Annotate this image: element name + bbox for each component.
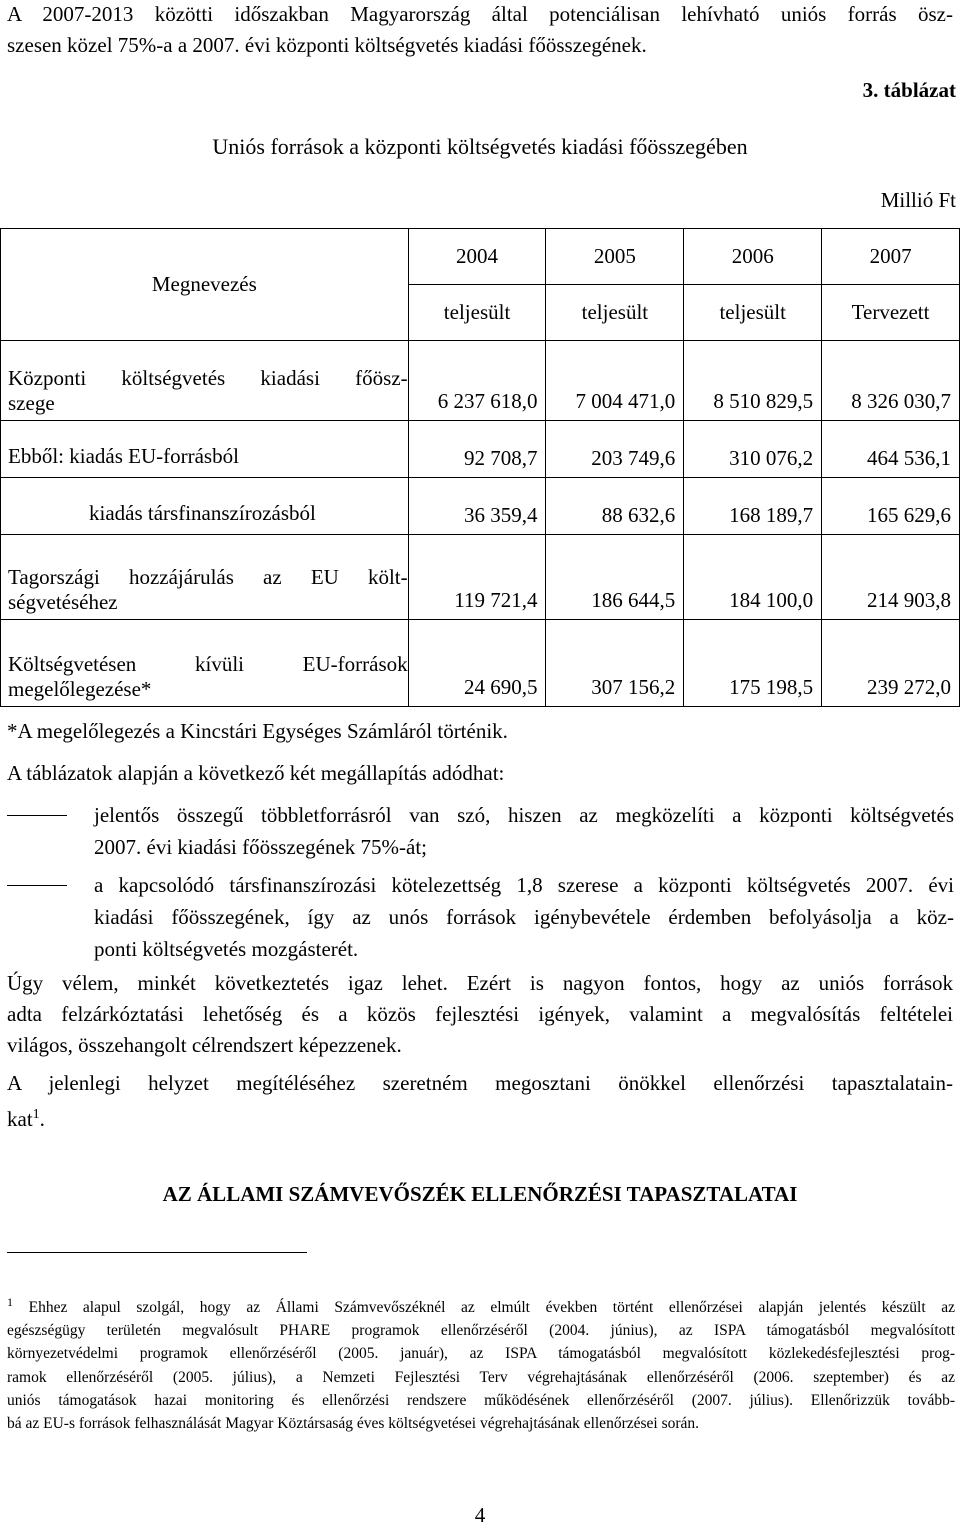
cell-value: 307 156,2 [546, 620, 684, 707]
header-status: teljesült [546, 285, 684, 341]
footnote-line: bá az EU-s források felhasználását Magyar Köztársaság éves költségvetései végrehajtásának ellenőrzései során. [7, 1415, 700, 1433]
cell-value: 88 632,6 [546, 478, 684, 535]
bullet-line: a kapcsolódó társfinanszírozási kötelezettség 1,8 szerese a központi költségvetés 2007. évi [94, 873, 954, 897]
row-label [1, 478, 409, 535]
cell-value: 24 690,5 [408, 620, 546, 707]
table-unit: Millió Ft [880, 188, 956, 212]
cell-value: 6 237 618,0 [408, 341, 546, 421]
bullet-dash-icon [7, 815, 67, 816]
bullet-dash-icon [7, 885, 67, 886]
row-label-line: kiadás társfinanszírozásból [89, 501, 316, 525]
cell-value: 239 272,0 [822, 620, 960, 707]
row-label-line: szege [8, 391, 55, 415]
row-label-line: megelőlegezése* [8, 677, 152, 701]
table-row [1, 478, 960, 535]
header-year: 2004 [408, 229, 546, 285]
cell-value: 7 004 471,0 [546, 341, 684, 421]
lead-sentence: A táblázatok alapján a következő két megállapítás adódhat: [7, 761, 505, 785]
header-year: 2007 [822, 229, 960, 285]
cell-value: 186 644,5 [546, 535, 684, 620]
cell-value: 165 629,6 [822, 478, 960, 535]
bullet-line: 2007. évi kiadási főösszegének 75%-át; [94, 835, 427, 859]
page-footnote [7, 1291, 955, 1435]
cell-value: 168 189,7 [684, 478, 822, 535]
footnote-line: egészségügy területén megvalósult PHARE programok ellenőrzéséről (2004. június), az ISPA támogatásból megvalósított [7, 1322, 955, 1340]
cell-value: 214 903,8 [822, 535, 960, 620]
row-label-line: Központi költségvetés kiadási főösz- [8, 366, 408, 390]
footnote-line: környezetvédelmi programok ellenőrzéséről (2005. január), az ISPA támogatásból megvalósított közlekedésfejlesztési prog- [7, 1345, 955, 1363]
header-status: Tervezett [822, 285, 960, 341]
intro-line-1: A 2007-2013 közötti időszakban Magyarország által potenciálisan lehívható uniós forrás ösz- [7, 2, 953, 26]
table-title: Uniós források a központi költségvetés kiadási főösszegében [212, 134, 748, 159]
table-footnote: *A megelőlegezés a Kincstári Egységes Számláról történik. [7, 719, 508, 743]
section-heading: AZ ÁLLAMI SZÁMVEVŐSZÉK ELLENŐRZÉSI TAPASZTALATAI [162, 1182, 798, 1206]
table-row [1, 421, 960, 478]
footnote-line: uniós támogatások hazai monitoring és ellenőrzési rendszere működésének ellenőrzéséről (2007. július). Ellenőrizzük tovább- [7, 1391, 955, 1409]
bullet-item-2 [94, 869, 954, 965]
cell-value: 184 100,0 [684, 535, 822, 620]
row-label-line: Ebből: kiadás EU-forrásból [8, 444, 239, 468]
cell-value: 36 359,4 [408, 478, 546, 535]
budget-table [0, 228, 960, 707]
footnote-mark: 1 [7, 1295, 13, 1309]
cell-value: 175 198,5 [684, 620, 822, 707]
bullet-item-1 [94, 799, 954, 863]
header-year: 2005 [546, 229, 684, 285]
page-number: 4 [474, 1503, 486, 1527]
bullet-line: kiadási főösszegének, így az unós források igénybevétele érdemben befolyásolja a köz- [94, 905, 954, 929]
header-name: Megnevezés [1, 229, 409, 341]
table-number: 3. táblázat [862, 78, 956, 102]
footnote-reference[interactable]: 1 [32, 1107, 40, 1122]
row-label [1, 421, 409, 478]
cell-value: 310 076,2 [684, 421, 822, 478]
table-row [1, 341, 960, 421]
table-row [1, 535, 960, 620]
row-label-line: Tagországi hozzájárulás az EU költ- [8, 565, 408, 589]
header-year: 2006 [684, 229, 822, 285]
paragraph-line: adta felzárkóztatási lehetőség és a közös fejlesztési igények, valamint a megvalósítás feltételei [7, 1002, 953, 1026]
paragraph-experience [7, 1068, 953, 1135]
row-label [1, 341, 409, 421]
row-label-line: ségvetéséhez [8, 590, 118, 614]
cell-value: 119 721,4 [408, 535, 546, 620]
row-label [1, 620, 409, 707]
paragraph-line [7, 1099, 953, 1135]
paragraph-line: világos, összehangolt célrendszert képezzenek. [7, 1033, 402, 1057]
footnote-line: ramok ellenőrzéséről (2005. július), a Nemzeti Fejlesztési Terv végrehajtásának ellenőrzéséről (2006. szeptember) és az [7, 1368, 955, 1386]
cell-value: 8 326 030,7 [822, 341, 960, 421]
cell-value: 8 510 829,5 [684, 341, 822, 421]
row-label [1, 535, 409, 620]
cell-value: 203 749,6 [546, 421, 684, 478]
footnote-line [7, 1291, 955, 1319]
cell-value: 92 708,7 [408, 421, 546, 478]
cell-value: 464 536,1 [822, 421, 960, 478]
header-status: teljesült [408, 285, 546, 341]
footnote-divider [7, 1252, 307, 1253]
header-status: teljesült [684, 285, 822, 341]
bullet-line: ponti költségvetés mozgásterét. [94, 937, 359, 961]
paragraph-line: A jelenlegi helyzet megítéléséhez szeretném megosztani önökkel ellenőrzési tapasztalatain- [7, 1071, 953, 1095]
paragraph-conclusion [7, 968, 953, 1061]
intro-line-2: szesen közel 75%-a a 2007. évi központi költségvetés kiadási főösszegének. [7, 33, 647, 57]
bullet-line: jelentős összegű többletforrásról van szó, hiszen az megközelíti a központi költségvetés [94, 803, 954, 827]
paragraph-line: Úgy vélem, minkét következtetés igaz lehet. Ezért is nagyon fontos, hogy az uniós források [7, 971, 953, 995]
row-label-line: Költségvetésen kívüli EU-források [8, 652, 408, 676]
paragraph-text: . [39, 1107, 45, 1131]
table-row [1, 620, 960, 707]
footnote-text: Ehhez alapul szolgál, hogy az Állami Számvevőszéknél az elmúlt években történt ellenőrzései alapján jelentés készült az [28, 1299, 956, 1316]
paragraph-text: kat [7, 1107, 33, 1131]
